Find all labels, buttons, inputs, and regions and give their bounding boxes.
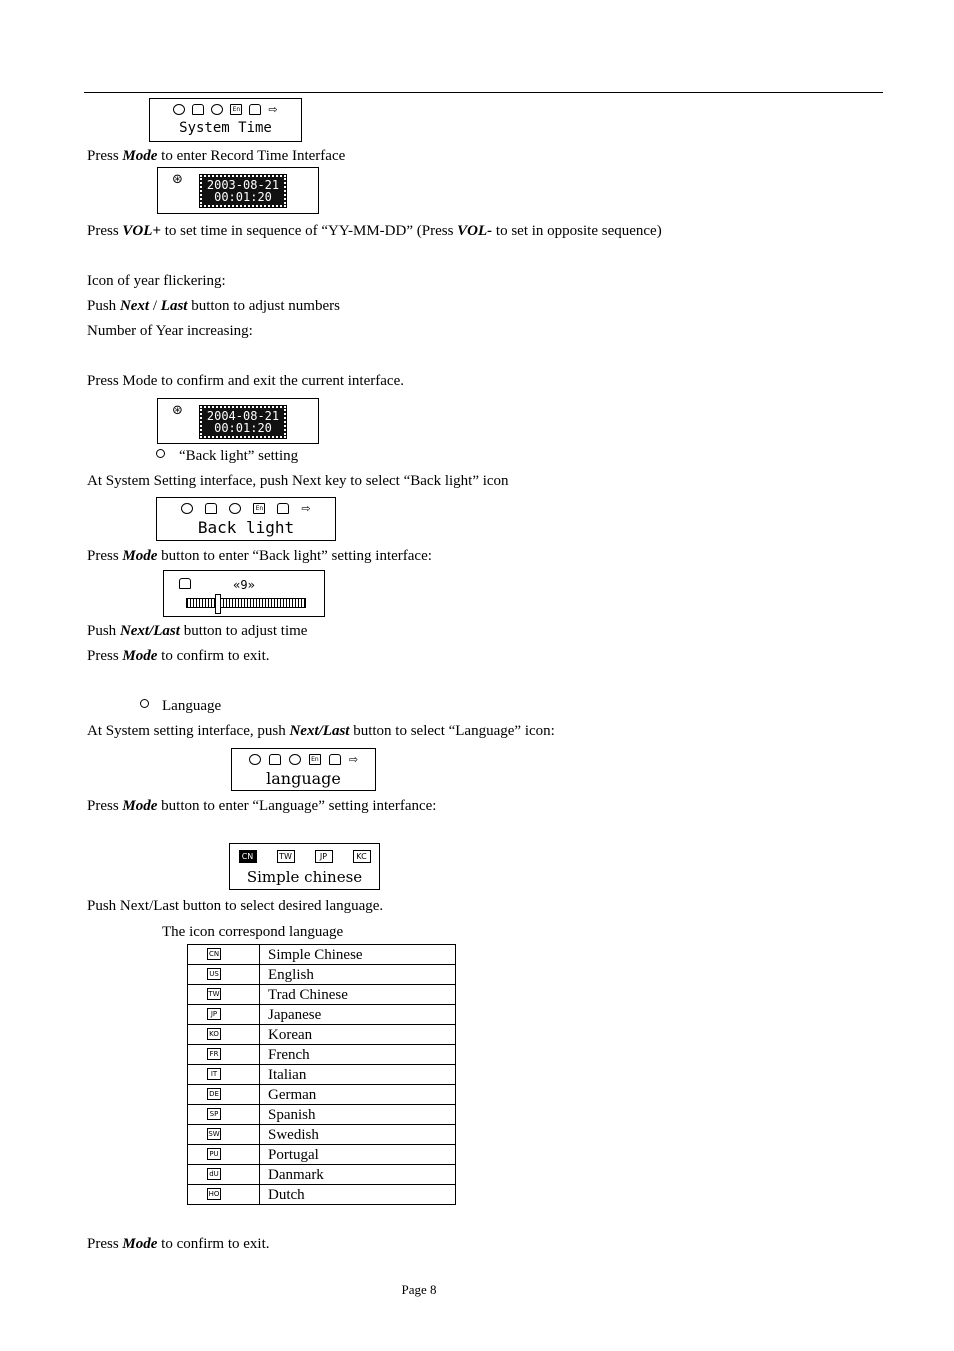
language-name: Swedish (260, 1125, 456, 1145)
settings-icon-row (157, 503, 335, 514)
table-row (188, 1085, 456, 1105)
contrast-icon (229, 503, 241, 514)
language-name: German (260, 1085, 456, 1105)
datetime-display: 2004-08-21 00:01:20 (200, 406, 286, 438)
language-code-icon: IT (207, 1068, 221, 1080)
settings-icon-row (150, 104, 301, 115)
language-name: English (260, 965, 456, 985)
language-icon-row (230, 850, 379, 863)
language-name: Portugal (260, 1145, 456, 1165)
screen-label: Back light (197, 518, 295, 537)
language-name: Korean (260, 1025, 456, 1045)
language-code-icon: DE (207, 1088, 221, 1100)
language-icon-cell (188, 1125, 260, 1145)
table-row (188, 1065, 456, 1085)
language-name: Trad Chinese (260, 985, 456, 1005)
language-icon-cell (188, 1185, 260, 1205)
settings-icon-row (232, 754, 375, 765)
para-11: At System setting interface, push Next/Last button to select “Language” icon: (87, 723, 555, 739)
jp-icon: JP (315, 850, 333, 863)
contrast-icon (211, 104, 223, 115)
system-time-screen (149, 98, 302, 142)
table-row (188, 1125, 456, 1145)
language-name: Danmark (260, 1165, 456, 1185)
bulb-icon (269, 754, 281, 765)
para-9: Push Next/Last button to adjust time (87, 623, 308, 639)
language-name: Dutch (260, 1185, 456, 1205)
bulb-icon (179, 578, 191, 589)
bullet-circle (156, 449, 165, 458)
para-13: Push Next/Last button to select desired language. (87, 898, 384, 914)
clock-icon: ⊛ (172, 403, 183, 418)
language-icon-cell (188, 985, 260, 1005)
language-icon-cell (188, 965, 260, 985)
para-7: At System Setting interface, push Next key to select “Back light” icon (87, 473, 509, 489)
contrast-icon (289, 754, 301, 765)
language-name: Italian (260, 1065, 456, 1085)
exit-arrow-icon: ⇨ (348, 753, 359, 766)
para-1: Press Mode to enter Record Time Interface (87, 148, 346, 164)
language-icon: En (230, 104, 242, 115)
language-name: Spanish (260, 1105, 456, 1125)
language-code-icon: KO (207, 1028, 221, 1040)
table-row (188, 1185, 456, 1205)
language-icon-cell (188, 1025, 260, 1045)
datetime-display: 2003-08-21 00:01:20 (200, 175, 286, 207)
back-light-screen (156, 497, 336, 541)
para-4: Push Next / Last button to adjust numbers (87, 298, 340, 314)
table-row (188, 965, 456, 985)
para-3: Icon of year flickering: (87, 273, 226, 289)
language-table (187, 944, 456, 1205)
para-8: Press Mode button to enter “Back light” setting interface: (87, 548, 432, 564)
table-row (188, 1045, 456, 1065)
table-caption: The icon correspond language (162, 924, 344, 940)
table-row (188, 945, 456, 965)
cn-icon: CN (239, 850, 257, 863)
bulb-icon (192, 104, 204, 115)
table-row (188, 1145, 456, 1165)
memory-icon (329, 754, 341, 765)
table-row (188, 1165, 456, 1185)
record-time-screen-updated (157, 398, 319, 444)
language-name: Simple Chinese (260, 945, 456, 965)
clock-icon: ⊛ (172, 172, 183, 187)
language-code-icon: US (207, 968, 221, 980)
language-icon-cell (188, 1065, 260, 1085)
kc-icon: KC (353, 850, 371, 863)
back-light-slider (186, 598, 306, 608)
language-code-icon: TW (208, 990, 220, 998)
language-code-icon: dU (207, 1168, 221, 1180)
language-code-icon: SP (207, 1108, 221, 1120)
para-2: Press VOL+ to set time in sequence of “YY-MM-DD” (Press VOL- to set in opposite sequence) (87, 223, 662, 239)
screen-label: Simple chinese (246, 868, 363, 886)
language-icon-cell (188, 945, 260, 965)
clock-icon (249, 754, 261, 765)
language-code-icon: HO (208, 1190, 220, 1198)
para-5: Number of Year increasing: (87, 323, 253, 339)
table-row (188, 985, 456, 1005)
back-light-heading: “Back light” setting (179, 448, 299, 464)
language-icon-cell (188, 1105, 260, 1125)
table-row (188, 1105, 456, 1125)
clock-icon (173, 104, 185, 115)
level-value: «9» (233, 578, 255, 592)
language-code-icon: PU (207, 1148, 221, 1160)
para-6: Press Mode to confirm and exit the current interface. (87, 373, 404, 389)
language-name: Japanese (260, 1005, 456, 1025)
page-number: Page 8 (401, 1282, 437, 1297)
language-screen (231, 748, 376, 791)
language-icon-cell (188, 1005, 260, 1025)
language-icon-cell (188, 1165, 260, 1185)
memory-icon (249, 104, 261, 115)
screen-label: language (266, 769, 341, 788)
bulb-icon (205, 503, 217, 514)
screen-label: System Time (179, 120, 272, 136)
tw-icon: TW (277, 850, 295, 863)
language-icon: En (253, 503, 265, 514)
bullet-circle (140, 699, 149, 708)
language-heading: Language (162, 698, 222, 714)
language-name: French (260, 1045, 456, 1065)
language-code-icon: SW (208, 1130, 220, 1138)
language-icon-cell (188, 1145, 260, 1165)
header-rule (84, 92, 883, 93)
language-icon-cell (188, 1085, 260, 1105)
table-row (188, 1005, 456, 1025)
table-row (188, 1025, 456, 1045)
para-12: Press Mode button to enter “Language” setting interfance: (87, 798, 437, 814)
language-icon: En (309, 754, 321, 765)
memory-icon (277, 503, 289, 514)
language-select-screen (229, 843, 380, 890)
record-time-screen (157, 167, 319, 214)
para-10: Press Mode to confirm to exit. (87, 648, 270, 664)
exit-arrow-icon: ⇨ (268, 103, 278, 116)
exit-arrow-icon: ⇨ (301, 502, 311, 515)
back-light-level-screen (163, 570, 325, 617)
slider-knob (215, 594, 221, 614)
language-code-icon: FR (207, 1048, 221, 1060)
language-code-icon: CN (208, 950, 220, 958)
language-code-icon: JP (207, 1008, 221, 1020)
clock-icon (181, 503, 193, 514)
language-icon-cell (188, 1045, 260, 1065)
para-14: Press Mode to confirm to exit. (87, 1236, 270, 1252)
